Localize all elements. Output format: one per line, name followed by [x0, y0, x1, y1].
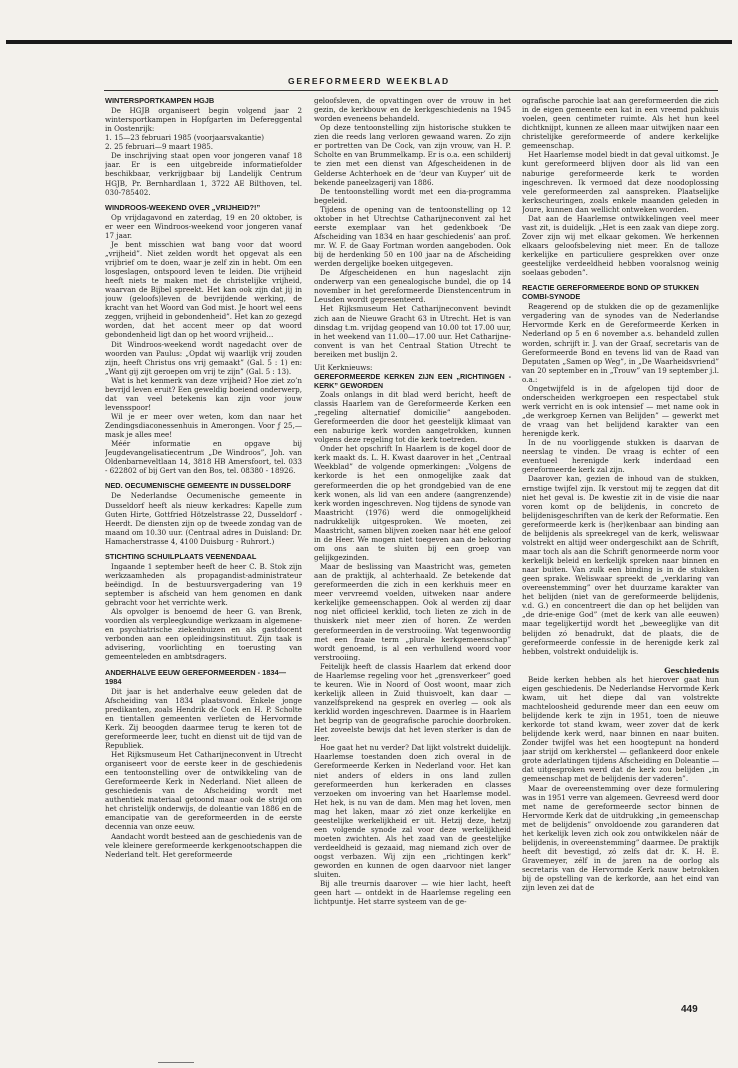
paragraph: Daarover kan, gezien de inhoud van de stukken, ernstige twijfel zijn. Ik verstout mij te zeggen dat dit niet het geval is. De kwestie zit in de visie die naar voren komt op de belijdenis, in concreto de belijdenisgeschriften van de kerk der Reformatie. Een gereformeerde kerk is (her)kenbaar aan binding aan de belijdenis als spreekregel van de kerk, weliswaar volstrekt en altijd weer ondergeschikt aan de Schrift, maar toch als aan die Schrift genormeerde norm voor kerkelijk beleid en kerkelijk spreken naar binnen en naar buiten. Van zulk een binding is in de stukken geen sprake. Weliswaar spreekt de „verklaring van overeenstemming” over het duurzame karakter van het belijden (niet van de gereformeerde belijdenis, v.d. G.) en concentreert die dan op het belijden van „de drie-enige God” (met de kerk van alle eeuwen) maar tegelijkertijd wordt het „beweeglijke van dit belijden zó benadrukt, dat de plaats, die de gereformeerde confessie in de herenigde kerk zal hebben, volstrekt onduidelijk is. — [522, 474, 719, 656]
top-border — [6, 40, 732, 44]
article-heading: ANDERHALVE EEUW GEREFORMEERDEN - 1834—1984 — [105, 667, 286, 686]
paragraph: Dat aan de Haarlemse ontwikkelingen veel meer vast zit, is duidelijk. „Het is een zaak van diepe zorg. Zover zijn wij met elkaar gekomen. We herkennen elkaars geloofsbeleving niet meer. En de talloze kerkelijke en particuliere gesprekken over onze geestelijke verdeeldheid hebben vooralsnog weinig soelaas geboden”. — [522, 213, 719, 278]
paragraph: Dit jaar is het anderhalve eeuw geleden dat de Afscheiding van 1834 plaatsvond. Enkele jonge predikanten, zoals Hendrik de Cock en H. P. Scholte en tientallen gemeenten verlieten de Hervormde Kerk. Zij beoogden daarmee terug te keren tot de gereformeerde leer, tucht en dienst uit de tijd van de Republiek. — [105, 686, 302, 750]
list-item: 1. 15—23 februari 1985 (voorjaarsvakantie) — [105, 133, 265, 143]
paragraph: Tijdens de opening van de tentoonstelling op 12 oktober in het Utrechtse Catharijneconvent zal het eerste exemplaar van het gedenkboek ‘De Afscheiding van 1834 en haar geschiedenis’ aan prof. mr. W. F. de Gaay Fortman worden aangeboden. Ook bij de herdenking 50 en 100 jaar na de Afscheiding werden dergelijke boeken uitgegeven. — [314, 204, 511, 269]
paragraph: Het Rijksmuseum Het Catharijneconvent in Utrecht organiseert voor de eerste keer in de geschiedenis een tentoonstelling over de ontwikkeling van de Gereformeerde Kerk in Nederland. Niet alleen de geschiedenis van de Afscheiding wordt met authentiek materiaal getoond maar ook de strijd om het christelijk onderwijs, de doleantie van 1886 en de emancipatie van de gereformeerden in de eerste decennia van onze eeuw. — [105, 749, 302, 832]
section-subheading: Geschiedenis — [664, 665, 719, 675]
paragraph: De Afgescheidenen en hun nageslacht zijn onderwerp van een genealogische bundel, die op 14 november in het gereformeerde Dienstencentrum in Leusden wordt gepresenteerd. — [314, 268, 511, 305]
column-middle — [314, 96, 511, 1036]
article-heading: WINTERSPORTKAMPEN HGJB — [105, 96, 215, 105]
paragraph: De tentoonstelling wordt met een dia-programma begeleid. — [314, 186, 511, 205]
paragraph: Méér informatie en opgave bij Jeugdevangelisatiecentrum „De Windroos”, Joh. van Oldenbarneveltlaan 14, 3818 HB Amersfoort, tel. 033 - 622802 of bij Gert van den Bos, tel. 08380 - 18926. — [105, 439, 302, 476]
paragraph: Beide kerken hebben als het hierover gaat hun eigen geschiedenis. De Nederlandse Hervormde Kerk kwam, uit het diepe dal van volstrekte machteloosheid gedurende meer dan een eeuw om belijdende kerk te zijn in 1951, toen de nieuwe kerkorde tot stand kwam, weer zover dat de kerk belijdende kerk werd, naar binnen en naar buiten. Zonder twijfel was het een hoogtepunt na honderd jaar strijd om kerkherstel — geflankeerd door enkele grote aderlatingen tijdens Afscheiding en Doleantie — dat uitgesproken werd dat de kerk zou belijden „in gemeenschap met de belijdenis der vaderen”. — [522, 674, 719, 784]
article-subheading: GEREFORMEERDE KERKEN ZIJN EEN „RICHTINGEN - KERK” GEWORDEN — [314, 371, 511, 390]
scan-mark — [158, 1062, 194, 1063]
paragraph: Het Haarlemse model biedt in dat geval uitkomst. Je kunt gereformeerd blijven door als lid van een naburige gereformeerde kerk te worden ingeschreven. Ik vermoed dat deze noodoplossing vele gereformeerden zal aanspreken. Plaatselijke kerkscheuringen, zoals enkele maanden geleden in Joure, kunnen dan wellicht ontweken worden. — [522, 150, 719, 214]
paragraph: Ingaande 1 september heeft de heer C. B. Stok zijn werkzaamheden als propagandist-administrateur beëindigd. In de bestuursvergadering van 19 september is afscheid van hem genomen en dank gebracht voor het verrichte werk. — [105, 561, 302, 608]
list-item: 2. 25 februari—9 maart 1985. — [105, 142, 214, 152]
source-label: Uit Kerknieuws: — [314, 362, 373, 372]
column-left — [105, 96, 302, 1036]
paragraph: Op vrijdagavond en zaterdag, 19 en 20 oktober, is er weer een Windroos-weekend voor jongeren vanaf 17 jaar. — [105, 212, 302, 240]
paragraph: Maar de overeenstemming over deze formulering was in 1951 verre van algemeen. Gevreesd werd door met name de gereformeerde sector binnen de Hervormde Kerk dat de uitdrukking „in gemeenschap met de belijdenis” onvoldoende zou garanderen dat het kerkelijk leven zich ook zou ontwikkelen náár de belijdenis, in overeenstemming” daarmee. De praktijk heeft dit bevestigd, zó zelfs dat dr. K. H. E. Gravemeyer, zélf in de jaren na de oorlog als secretaris van de Hervormde Kerk nauw betrokken bij de opstelling van de kerkorde, aan het eind van zijn leven zei dat de — [522, 783, 719, 893]
article-heading: NED. OECUMENISCHE GEMEENTE IN DUSSELDORF — [105, 481, 292, 491]
paragraph: In de nu voorliggende stukken is daarvan de neerslag te vinden. De vraag is echter of een eventueel herenigde kerk inderdaad een gereformeerde kerk zal zijn. — [522, 438, 719, 475]
paragraph: Aandacht wordt besteed aan de geschiedenis van de vele kleinere gereformeerde kerkgenootschappen die Nederland telt. Het gereformeerde — [105, 831, 302, 859]
paragraph: De inschrijving staat open voor jongeren vanaf 18 jaar. Er is een uitgebreide informatiefolder beschikbaar, verkrijgbaar bij Landelijk Centrum HGJB, Pr. Bernhardlaan 1, 3722 AE Bilthoven, tel. 030-785402. — [105, 151, 302, 197]
paragraph: Feitelijk heeft de classis Haarlem dat erkend door de Haarlemse regeling voor het „grensverkeer” goed te keuren. Wie in Noord of Oost woont, maar zich kerkelijk alleen in Zuid thuisvoelt, kan daar — vanzelfsprekend na gesprek en overleg — ook als kerklid worden ingeschreven. Daarmee is in Haarlem het begrip van de geografische parochie doorbroken. Het zoveelste bewijs dat het leven sterker is dan de leer. — [314, 661, 511, 744]
paragraph: Hoe gaat het nu verder? Dat lijkt volstrekt duidelijk. Haarlemse toestanden doen zich overal in de Gereformeerde Kerken in Nederland voor. Het kan niet anders of elders in ons land zullen gereformeerden hun kerkeraden en classes verzoeken om invoering van het Haarlemse model. Het hek, is nu van de dam. Men mag het loven, men mag het laken, maar zó ziet onze kerkelijke en geestelijke werkelijkheid er uit. Hetzij deze, hetzij een volgende synode zal voor deze werkelijkheid moeten zwichten. Als het zaad van de geestelijke verdeeldheid is gezaaid, mag niemand zich over de oogst verbazen. Wij zijn een „richtingen kerk” geworden en kunnen de ogen daarvoor niet langer sluiten. — [314, 743, 511, 880]
paragraph: Wil je er meer over weten, kom dan naar het Zendingsdiaconessenhuis in Amerongen. Voor ƒ 25,— mask je alles mee! — [105, 412, 302, 440]
article-heading: STICHTING SCHUILPLAATS VEENENDAAL — [105, 551, 257, 561]
date-list — [105, 133, 302, 151]
paragraph: De Nederlandse Oecumenische gemeente in Dusseldorf heeft als nieuw kerkadres: Kapelle zum Guten Hirte, Gottfried Hötzelstrasse 22, Dusseldorf - Heerdt. De diensten zijn op de tweede zondag van de maand om 10.30 uur. (Centraal adres in Duisland: Dr. Hamacherstrasse 4, 4100 Duisburg - Ruhrort.) — [105, 491, 302, 546]
paragraph: ografische parochie laat aan gereformeerden die zich in de eigen gemeente een kat in een vreemd pakhuis voelen, geen centimeter ruimte. Als het hun keel dichtknijpt, kunnen ze alleen maar uitwijken naar een christelijke gereformeerde of andere kerkelijke gemeenschap. — [522, 96, 719, 151]
paragraph: Als opvolger is benoemd de heer G. van Brenk, voordien als verpleegkundige werkzaam in algemene- en psychiatrische ziekenhuizen en als gastdocent verbonden aan een opleidingsinstituut. Zijn taak is advisering, voorlichting en toerusting van gemeenteleden en ambtsdragers. — [105, 607, 302, 662]
paragraph: Onder het opschrift In Haarlem is de kogel door de kerk maakt ds. L. H. Kwast daarover in het „Centraal Weekblad” de volgende opmerkingen: „Volgens de kerkorde is het een onmogelijke zaak dat gereformeerden die op het grondgebied van de ene kerk wonen, als lid van een andere (aangrenzende) kerk worden ingeschreven. Nog tijdens de synode van Maastricht (1976) werd die onmogelijkheid nadrukkelijk uitgesproken. We moeten, zei Maastricht, samen blijven zoeken naar hét ene geloof in de Heer. We mogen niet toegeven aan de bekoring om ons aan te sluiten bij een groep van gelijkgezinden. — [314, 444, 511, 562]
article-heading: REACTIE GEREFORMEERDE BOND OP STUKKEN COMBI-SYNODE — [522, 283, 699, 302]
paragraph: Maar de beslissing van Maastricht was, gemeten aan de praktijk, al achterhaald. Ze betekende dat gereformeerden die zich in een kerkhuis meer en meer vervreemd voelden, uitweken naar andere kerkelijke gemeenschappen. Ook al werden zij daar nog niet officieel kerklid, toch lieten ze zich in de thuiskerk niet meer zien of horen. Ze werden gereformeerden in de verstrooiing. Wat tegenwoordig met een fraaie term „plurale kerkgemeenschap” wordt genoemd, is al een verhullend woord voor verstrooiing. — [314, 562, 511, 662]
paragraph: Dit Windroos-weekend wordt nagedacht over de woorden van Paulus: „Opdat wij waarlijk vrij zouden zijn, heeft Christus ons vrij gemaakt” (Gal. 5 : 1) en: „Want gij zijt geroepen om vrij te zijn” (Gal. 5 : 13). — [105, 339, 302, 376]
page-number: 449 — [681, 1004, 698, 1015]
article-heading: WINDROOS-WEEKEND OVER „VRIJHEID?!” — [105, 202, 261, 212]
paragraph: Op deze tentoonstelling zijn historische stukken te zien die reeds lang verloren gewaand waren. Zo zijn er portretten van De Cock, van zijn vrouw, van H. P. Scholte en van Brummelkamp. Er is o.a. een schilderij te zien met een dienst van Afgescheidenen in de Gelderse Achterhoek en de ‘deur van Kuyper’ uit de bekende paneelzagerij van 1886. — [314, 123, 511, 187]
paragraph: Bij alle treurnis daarover — wie hier lacht, heeft geen hart — ontdekt in de Haarlemse regeling een lichtpuntje. Het starre systeem van de ge- — [314, 879, 511, 907]
paragraph: Je bent misschien wat bang voor dat woord „vrijheid”. Niet zelden wordt het opgevat als een vrijbrief om te doen, waar je zelf zin in hebt. Om een losgeslagen, ontspoord leven te leiden. Die vrijheid heeft niets te maken met de christelijke vrijheid, waarvan de Bijbel spreekt. Het kan ook zijn dat jij in jouw (geloofs)leven de bevrijdende werking, de kracht van het Woord van God mist. Je hoort wel eens zeggen, vrijheid in gebondenheid”. Het kan zo gezegd worden, dat het accent meer op dat woord gebondenheid ligt dan op het woord vrijheid… — [105, 239, 302, 340]
column-right — [522, 96, 719, 1036]
paragraph: Het Rijksmuseum Het Catharijneconvent bevindt zich aan de Nieuwe Gracht 63 in Utrecht. Het is van dinsdag t.m. vrijdag geopend van 10.00 tot 17.00 uur, in het weekend van 11.00—17.00 uur. Het Catharijne-convent is van het Centraal Station Utrecht te bereiken met buslijn 2. — [314, 304, 511, 359]
paragraph: Zoals onlangs in dit blad werd bericht, heeft de classis Haarlem van de Gereformeerde Kerken een „regeling alternatief domicilie” aangeboden. Gereformeerden die door het geestelijk klimaat van een naburige kerk worden aangetrokken, kunnen volgens deze regeling tot die kerk toetreden. — [314, 389, 511, 445]
paragraph: De HGJB organiseert begin volgend jaar 2 wintersportkampen in Hopfgarten im Defereggental in Oostenrijk: — [105, 106, 302, 134]
paragraph: geloofsleven, de opvattingen over de vrouw in het gezin, de kerkbouw en de kerkgeschiedenis na 1945 worden eveneens behandeld. — [314, 96, 511, 124]
journal-title: GEREFORMEERD WEEKBLAD — [288, 76, 450, 86]
header-rule — [104, 90, 718, 91]
paragraph: Ongetwijfeld is in de afgelopen tijd door de onderscheiden werkgroepen een respectabel stuk werk verricht en is ook intensief — met name ook in „de werkgroep Kernen van Belijden” — gewerkt met de vraag van het belijdend karakter van een herenigde kerk. — [522, 383, 719, 439]
paragraph: Wat is het kenmerk van deze vrijheid? Hoe ziet zo’n bevrijd leven eruit? Een geweldig boeiend onderwerp, dat van veel betekenis kan zijn voor jouw levensspoor! — [105, 375, 302, 412]
paragraph: Reagerend op de stukken die op de gezamenlijke vergadering van de synodes van de Nederlandse Hervormde Kerk en de Gereformeerde Kerken in Nederland op 5 en 6 november a.s. behandeld zullen worden, schrijft ir. J. van der Graaf, secretaris van de Gereformeerde Bond en tevens lid van de Raad van Deputaten „Samen op Weg”, in „De Waarheidsvriend” van 20 september en in „Trouw” van 19 september j.l. o.a.: — [522, 302, 719, 384]
